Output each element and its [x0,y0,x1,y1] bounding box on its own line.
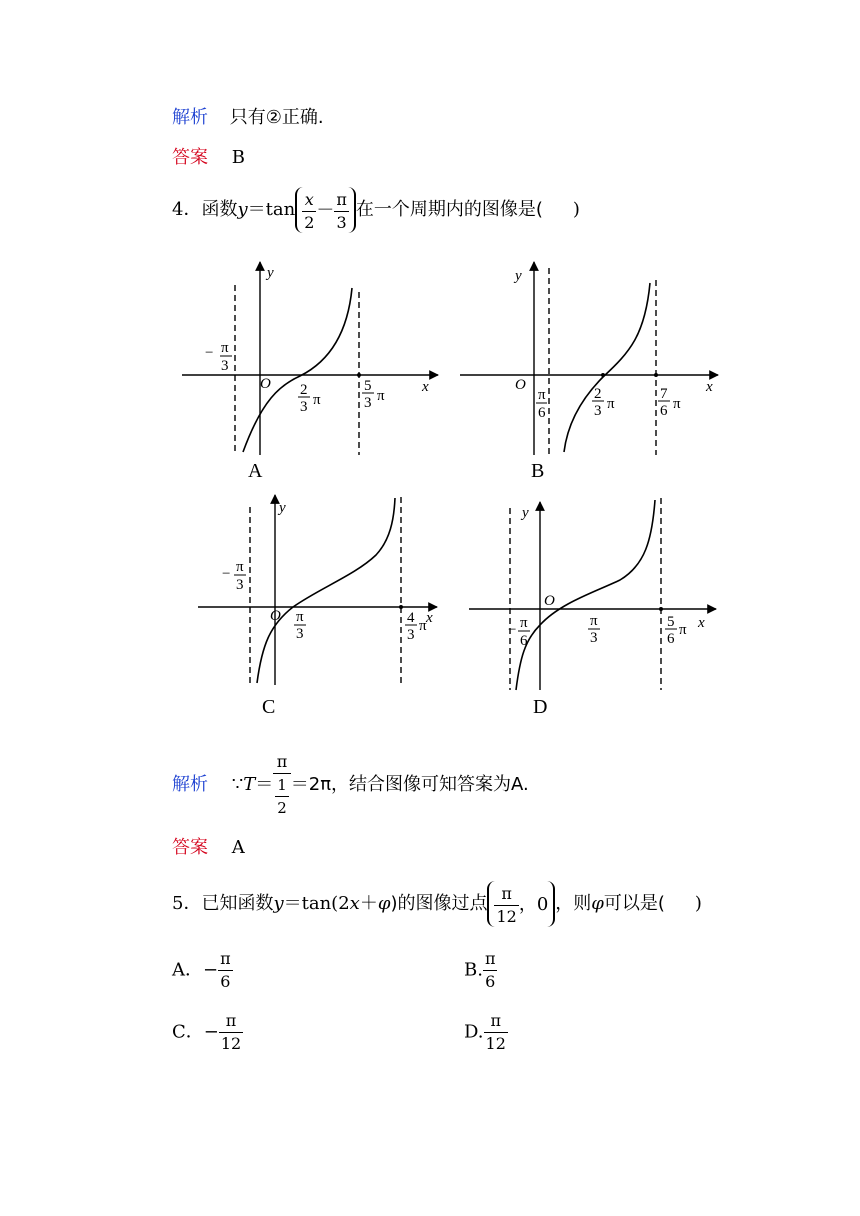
graph-label: D [533,696,548,718]
q4-answer-line [172,836,245,860]
svg-text:5: 5 [667,614,675,630]
option-letter: A． [172,959,203,981]
svg-text:3: 3 [590,630,598,646]
svg-text:2: 2 [594,386,602,402]
frac-num: π [483,948,498,971]
stem-eq: ＝tan [247,199,296,220]
svg-text:π: π [679,622,687,638]
origin-label: O [515,377,526,393]
frac-den: 2 [277,799,287,817]
svg-text:−: − [222,566,231,582]
var-y: y [273,893,284,914]
equals-sign: ＝ [255,774,274,795]
svg-text:π: π [607,396,615,412]
svg-text:6: 6 [660,403,668,419]
minus-sign: － [316,200,335,221]
frac-den: 2 [304,212,315,232]
axis-x-label: x [706,379,713,395]
frac-num: π [494,883,518,906]
origin-label: O [544,593,555,609]
analysis-text: 只有②正确. [229,107,324,128]
frac-den: 12 [485,1034,506,1053]
option-b [464,948,497,993]
svg-text:−: − [508,622,517,638]
var-T: T [243,774,256,795]
svg-text:5: 5 [364,378,372,394]
axis-y-label: y [279,500,286,516]
svg-text:3: 3 [594,403,602,419]
stem-close: ) [694,893,702,914]
axis-y-label: y [522,505,529,521]
plus-sign: ＋ [359,893,378,914]
option-a [172,948,233,993]
graph-label: A [248,460,263,482]
q3-answer-line [172,146,245,170]
stem-text: 函数 [201,199,238,220]
answer-label: 答案 [172,837,208,858]
svg-text:π: π [673,396,681,412]
question-number: 4． [172,199,202,220]
graph-d-labels [508,505,705,718]
stem-text-after: )的图像过点 [390,893,488,914]
frac-den: 3 [336,212,347,232]
graph-a-labels [205,265,429,482]
option-letter: D. [464,1021,484,1043]
answer-label: 答案 [172,147,208,168]
option-d [464,1010,508,1055]
svg-text:π: π [313,392,321,408]
frac-num: π [484,1010,508,1033]
frac-den: 12 [220,1034,242,1053]
axis-y-label: y [267,265,274,281]
frac-num: 1 [275,774,289,797]
q3-analysis-line [172,106,324,130]
svg-text:3: 3 [296,626,304,642]
analysis-label: 解析 [172,774,208,795]
option-c [172,1010,243,1055]
svg-text:3: 3 [236,577,244,593]
option-letter: C． [172,1021,204,1043]
analysis-text: ＝2π，结合图像可知答案为A. [290,774,529,795]
svg-text:7: 7 [660,386,668,402]
q5-stem [172,880,702,928]
var-phi: φ [591,893,604,914]
svg-text:π: π [236,559,244,575]
frac-den: 12 [496,906,517,926]
svg-text:π: π [377,388,385,404]
graph-d [469,498,716,690]
analysis-label: 解析 [172,107,208,128]
answer-value: A [231,837,245,858]
axis-x-label: x [426,610,433,626]
frac-num: x [302,189,316,212]
q4-stem [172,186,580,234]
option-sign: − [203,1021,219,1043]
q4-analysis-line [172,750,529,820]
stem-text: 已知函数 [201,893,274,914]
origin-label: O [260,376,271,392]
axis-y-label: y [515,268,522,284]
svg-text:π: π [538,387,546,403]
since-symbol: ∵ [231,774,244,795]
svg-text:3: 3 [364,395,372,411]
svg-text:3: 3 [221,358,229,374]
graphs-figure [0,250,860,730]
answer-value: B [231,147,245,168]
svg-text:−: − [205,345,214,361]
stem-then: ，则 [555,893,592,914]
svg-text:π: π [590,613,598,629]
var-phi: φ [377,893,391,914]
svg-text:6: 6 [520,633,528,649]
frac-num: π [334,189,349,212]
stem-end: 可以是( [603,893,665,914]
graph-label: C [262,696,276,718]
frac-num: π [218,948,233,971]
option-letter: B. [464,959,483,981]
stem-text-after: 在一个周期内的图像是( [355,199,543,220]
var-y: y [237,199,248,220]
frac-num: π [219,1010,243,1033]
graph-b [460,262,718,455]
svg-text:π: π [221,340,229,356]
comma: ， [518,894,537,915]
svg-text:6: 6 [538,405,546,421]
tan-argument [295,187,356,233]
svg-text:4: 4 [407,610,415,626]
stem-eq: ＝tan(2 [283,893,350,914]
svg-text:6: 6 [667,631,675,647]
option-sign: − [203,959,219,981]
svg-text:3: 3 [407,627,415,643]
svg-text:π: π [419,618,427,634]
svg-text:π: π [520,615,528,631]
frac-den: 6 [485,972,496,991]
svg-text:2: 2 [300,382,308,398]
graph-c [198,495,437,685]
point-coordinates [487,881,555,927]
svg-text:π: π [296,609,304,625]
frac-den: 6 [220,972,231,991]
svg-text:3: 3 [300,399,308,415]
frac-num: π [273,751,291,774]
axis-x-label: x [698,615,705,631]
question-number: 5． [172,893,202,914]
axis-x-label: x [422,379,429,395]
coord-zero: 0 [536,894,549,915]
graph-label: B [531,460,545,482]
var-x: x [349,893,360,914]
stem-close: ) [572,199,580,220]
fraction-pi-over-half [273,751,291,819]
origin-label: O [270,608,281,624]
